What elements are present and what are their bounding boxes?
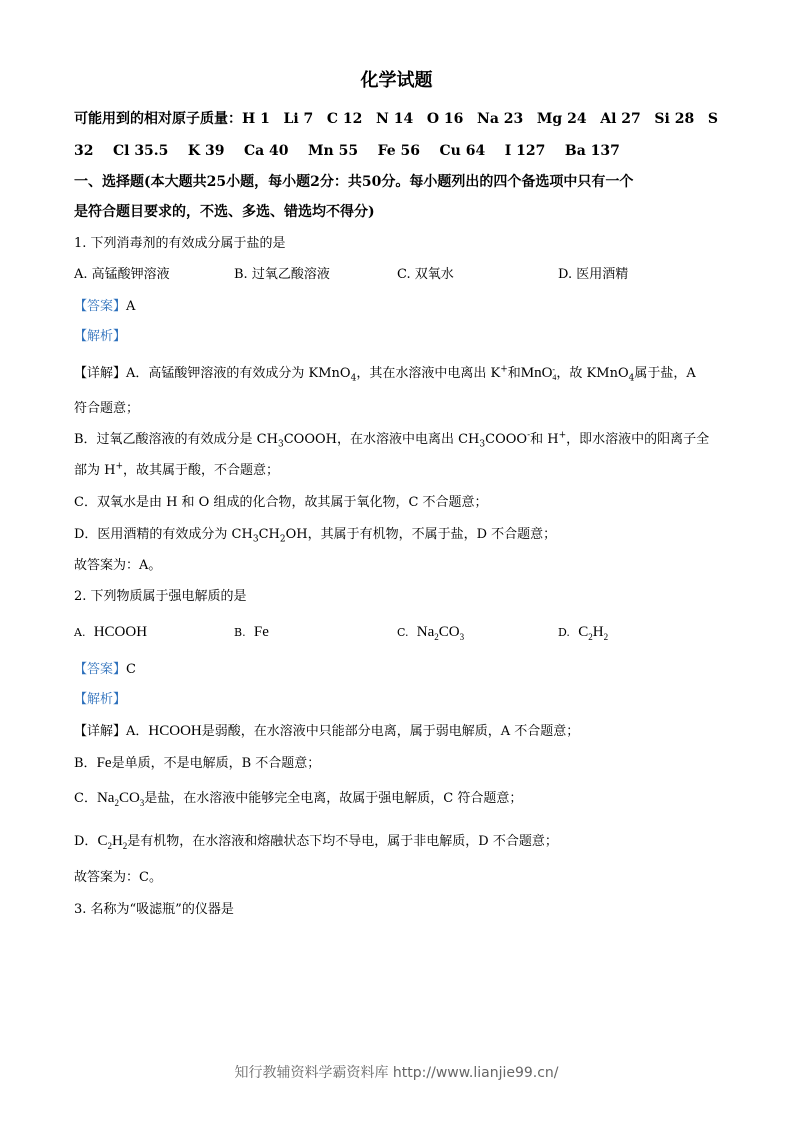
mass-item: Na 23 xyxy=(477,111,524,127)
mass-item: Li 7 xyxy=(283,111,314,127)
mass-item: Fe 56 xyxy=(377,143,421,159)
q2-detail-d: D．$C_2H_2$是有机物，在水溶液和熔融状态下均不导电，属于非电解质，D 不合题意； xyxy=(74,833,558,851)
question-2-stem: 2. 下列物质属于强电解质的是 xyxy=(74,589,247,604)
mass-item: N 14 xyxy=(376,111,414,127)
mass-item: 可能用到的相对原子质量：H 1 xyxy=(74,111,270,127)
q2-detail-b: B．Fe是单质，不是电解质，B 不合题意； xyxy=(74,755,321,771)
permanganate-ion: MnO - 4 xyxy=(520,364,557,382)
q1-detail-a: 【详解】A．高锰酸钾溶液的有效成分为 KMnO$_4$，其在水溶液中电离出 K+和MnO - 4 ，故 KMnO$_4$属于盐，A xyxy=(74,364,696,384)
mass-item: Si 28 xyxy=(654,111,695,127)
answer-tag: 【答案】 xyxy=(74,299,127,314)
q1-analysis-tag: 【解析】 xyxy=(74,329,127,344)
mass-item: Cl 35.5 xyxy=(112,143,169,159)
footer-watermark: 知行教辅资料学霸资料库 http://www.lianjie99.cn/ xyxy=(234,1065,559,1081)
q1-answer-line xyxy=(74,298,135,316)
mass-item: I 127 xyxy=(504,143,546,159)
q2-option-b: B. Fe xyxy=(234,624,269,640)
mass-item: Ca 40 xyxy=(243,143,289,159)
section-heading-line-1: 一、选择题(本大题共25小题，每小题2分：共50分。每小题列出的四个备选项中只有一个 xyxy=(74,174,634,190)
q1-conclusion: 故答案为：A。 xyxy=(74,558,162,573)
q1-detail-b: B．过氧乙酸溶液的有效成分是 $CH_3COOOH$，在水溶液中电离出 $CH_3COOO^-$和 H+，即水溶液中的阳离子全 xyxy=(74,430,710,450)
atomic-masses-line-2 xyxy=(74,142,620,160)
q2-answer: C xyxy=(126,662,136,677)
question-3-stem: 3. 名称为“吸滤瓶”的仪器是 xyxy=(74,902,234,917)
q1-answer: A xyxy=(126,299,136,314)
q2-detail-a: 【详解】A．HCOOH是弱酸，在水溶液中只能部分电离，属于弱电解质，A 不合题意； xyxy=(74,723,580,739)
mass-item: S xyxy=(707,111,718,127)
q2-option-d: D. $C_2H_2$ xyxy=(558,624,609,642)
q2-detail-c: C．$Na_2CO_3$是盐，在水溶液中能够完全电离，故属于强电解质，C 符合题意； xyxy=(74,790,523,808)
mass-item: Mg 24 xyxy=(536,111,587,127)
mass-item: 32 xyxy=(74,143,94,159)
q1-detail-b-cont: 部为 H+，故其属于酸，不合题意； xyxy=(74,461,280,478)
mass-item: K 39 xyxy=(187,143,225,159)
q2-answer-line xyxy=(74,661,136,679)
page-title: 化学试题 xyxy=(360,70,433,91)
q2-option-a: A. HCOOH xyxy=(74,624,148,640)
q2-analysis-tag: 【解析】 xyxy=(74,692,127,707)
mass-item: Ba 137 xyxy=(564,143,620,159)
answer-tag: 【答案】 xyxy=(74,662,127,677)
mass-item: O 16 xyxy=(426,111,464,127)
mass-item: Al 27 xyxy=(600,111,641,127)
section-heading-line-2: 是符合题目要求的，不选、多选、错选均不得分) xyxy=(74,204,375,220)
q1-option-a: A. 高锰酸钾溶液 xyxy=(74,267,170,282)
q2-conclusion: 故答案为：C。 xyxy=(74,870,162,885)
q2-option-c: C. $Na_2CO_3$ xyxy=(397,624,465,642)
question-1-stem: 1. 下列消毒剂的有效成分属于盐的是 xyxy=(74,236,286,251)
mass-item: C 12 xyxy=(326,111,363,127)
mass-item: Cu 64 xyxy=(439,143,486,159)
q1-option-b: B. 过氧乙酸溶液 xyxy=(234,267,330,282)
q1-option-c: C. 双氧水 xyxy=(397,267,454,282)
q1-detail-c: C．双氧水是由 H 和 O 组成的化合物，故其属于氧化物，C 不合题意； xyxy=(74,495,488,510)
q1-option-d: D. 医用酒精 xyxy=(558,267,629,282)
mass-item: Mn 55 xyxy=(308,143,359,159)
atomic-masses-line-1 xyxy=(74,110,718,128)
q1-detail-d: D．医用酒精的有效成分为 $CH_3CH_2OH$，其属于有机物，不属于盐，D 不合题意； xyxy=(74,527,557,545)
q1-detail-a-cont: 符合题意； xyxy=(74,401,140,416)
